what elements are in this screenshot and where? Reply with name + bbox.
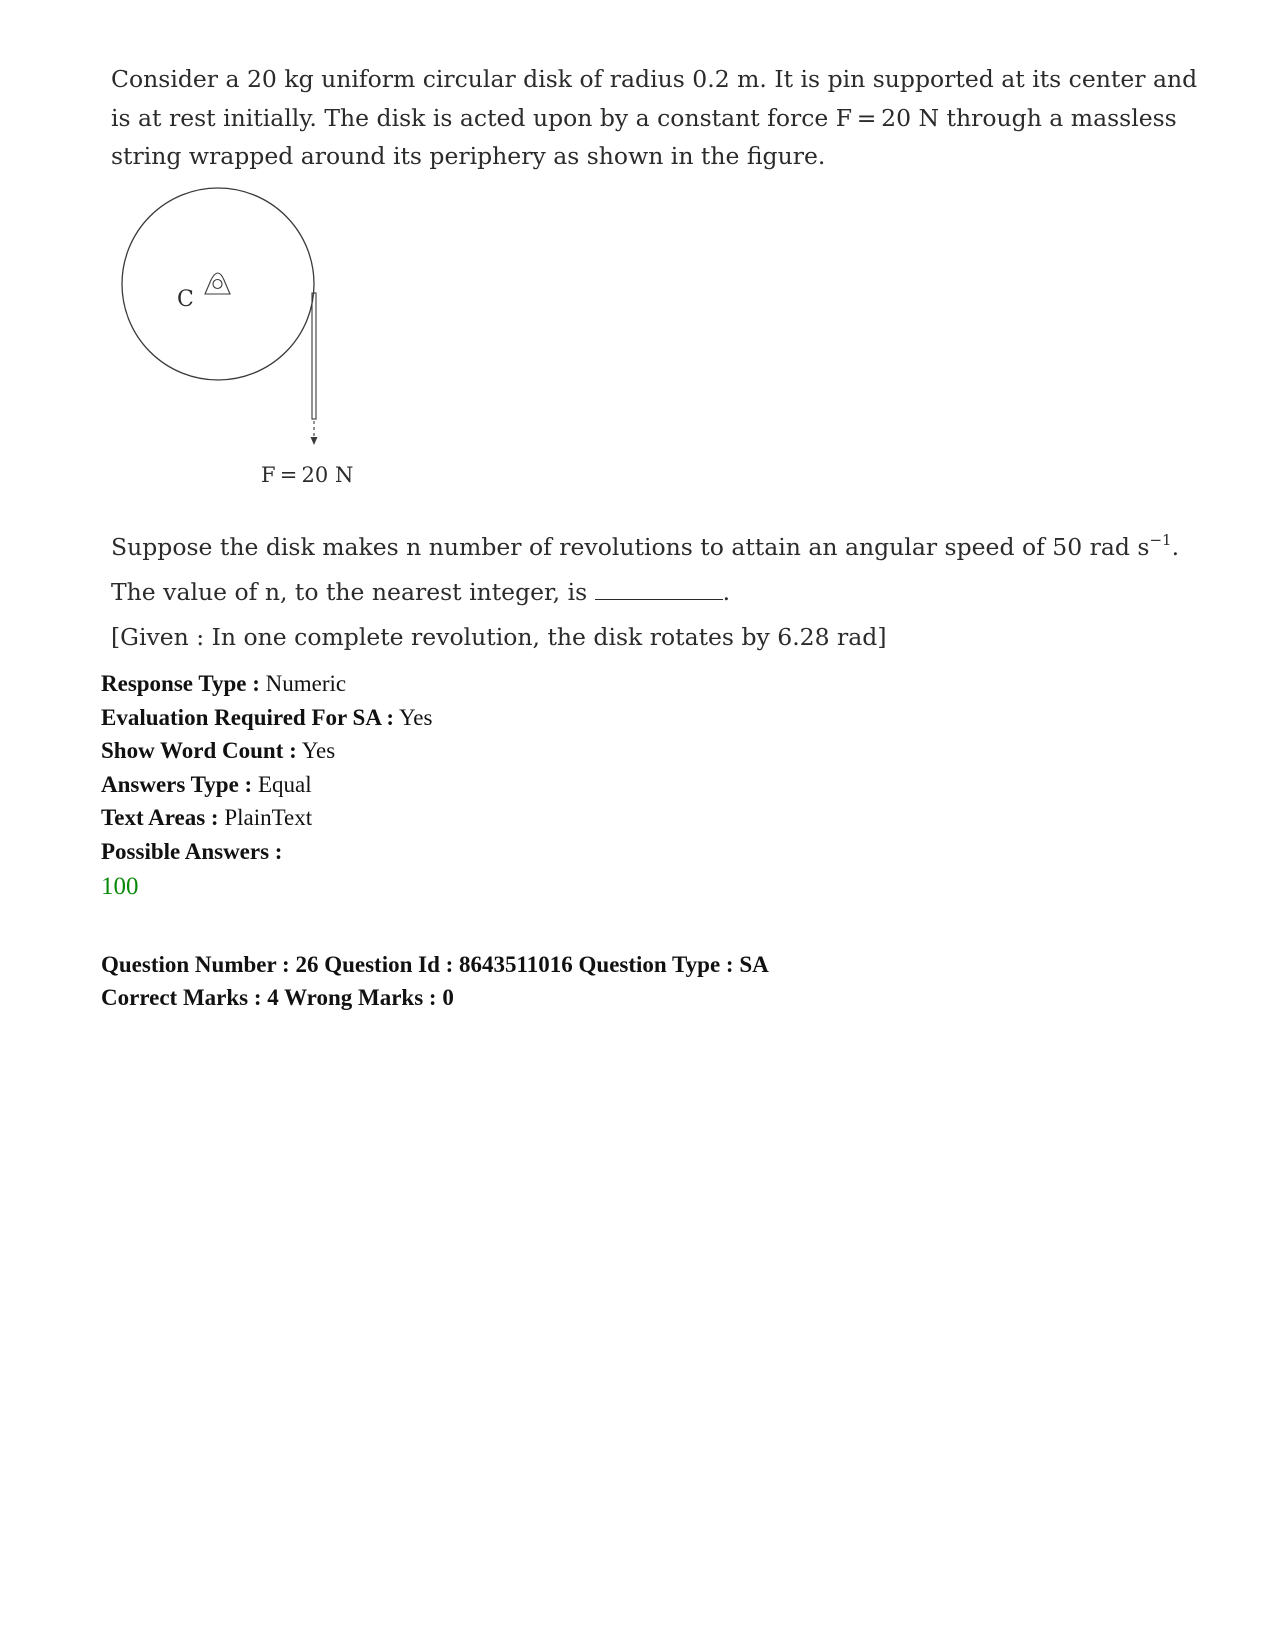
unit-exponent: −1 (1149, 531, 1172, 549)
question-line (111, 528, 1180, 567)
meta-key: Show Word Count : (101, 738, 297, 764)
question-text-span: The value of n, to the nearest integer, is (111, 577, 595, 606)
evaluation-required-row (101, 701, 432, 735)
question-metadata (101, 667, 432, 905)
response-type-row (101, 667, 432, 701)
text-areas-row (101, 801, 432, 835)
question-line: Consider a 20 kg uniform circular disk of radius 0.2 m. It is pin supported at its center and (111, 65, 1198, 93)
meta-value: Yes (301, 738, 336, 764)
meta-key: Evaluation Required For SA : (101, 704, 395, 730)
question-line: string wrapped around its periphery as shown in the figure. (111, 142, 826, 170)
possible-answers-row (101, 835, 432, 869)
disk-figure (100, 180, 400, 510)
meta-value: Equal (257, 771, 312, 797)
force-arrow-head (311, 437, 318, 445)
meta-key: Text Areas : (101, 805, 219, 831)
question-line: [Given : In one complete revolution, the disk rotates by 6.28 rad] (111, 623, 887, 651)
meta-key: Answers Type : (101, 771, 253, 797)
possible-answer-value: 100 (101, 872, 139, 900)
next-question-header (101, 948, 769, 1014)
question-line (111, 573, 1176, 612)
disk-circle (122, 188, 314, 380)
meta-value: Yes (399, 704, 433, 730)
meta-value: PlainText (224, 805, 313, 831)
center-label: C (177, 287, 194, 312)
meta-key: Possible Answers : (101, 838, 283, 864)
question-text-span: . (722, 577, 731, 606)
marks-line: Correct Marks : 4 Wrong Marks : 0 (101, 985, 454, 1010)
question-paragraph-2 (111, 528, 1180, 657)
question-paragraph-1 (111, 60, 1198, 176)
question-text-span: . (1171, 533, 1180, 561)
show-word-count-row (101, 734, 432, 768)
meta-key: Response Type : (101, 671, 260, 696)
pin-support-icon (205, 273, 230, 294)
string (312, 293, 316, 419)
answer-blank (595, 581, 723, 600)
question-text-span: Suppose the disk makes n number of revolutions to attain an angular speed of 50 rad s (111, 533, 1150, 561)
answers-type-row (101, 768, 432, 802)
meta-value: Numeric (265, 671, 347, 696)
question-number-line: Question Number : 26 Question Id : 8643511016 Question Type : SA (101, 952, 769, 977)
question-line: is at rest initially. The disk is acted upon by a constant force F = 20 N through a massless (111, 103, 1177, 132)
force-label: F = 20 N (261, 463, 354, 487)
